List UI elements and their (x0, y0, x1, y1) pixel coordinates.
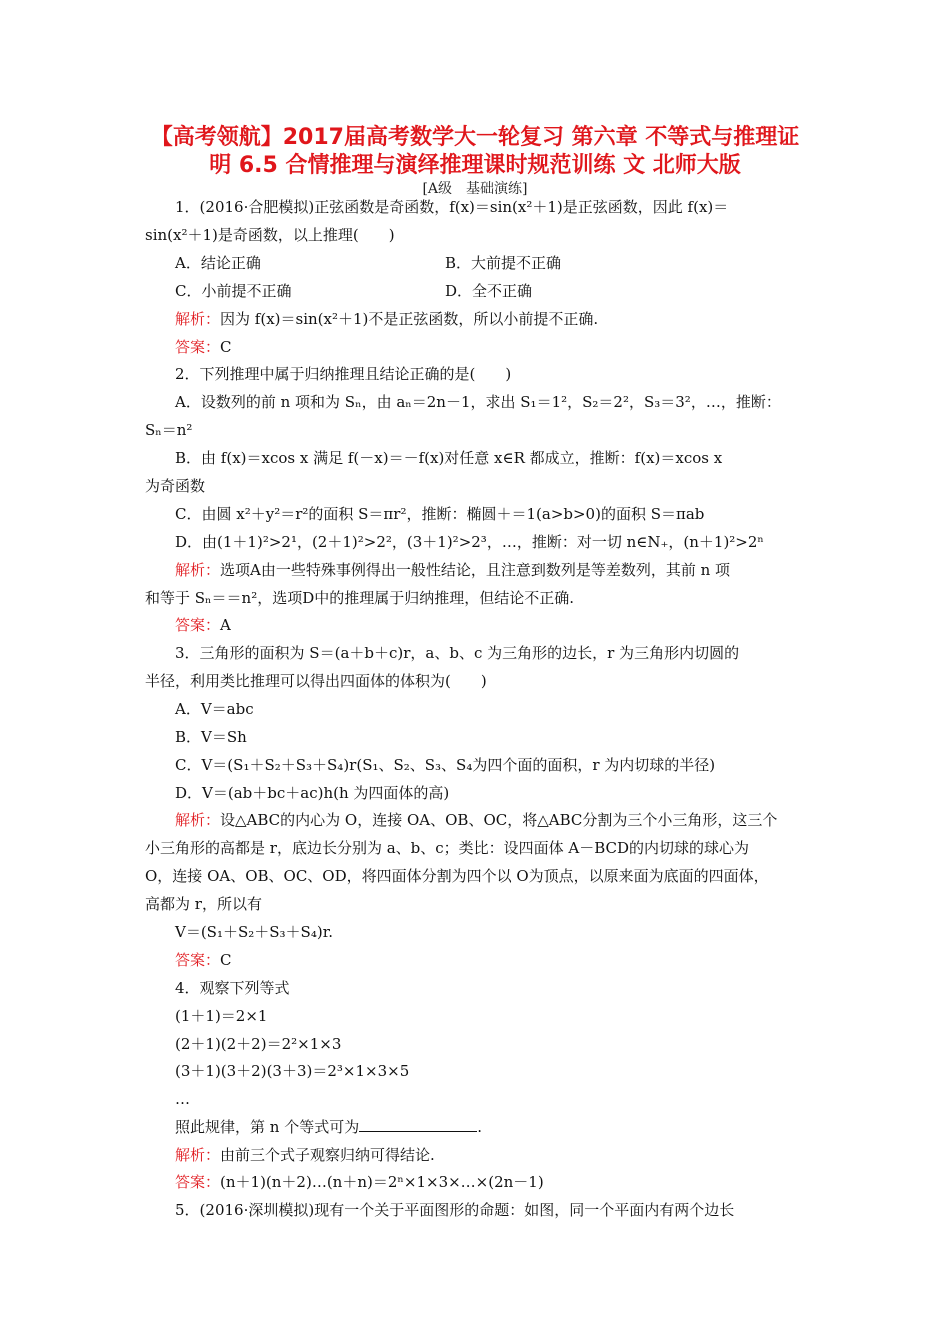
q4-equation-1: (1＋1)＝2×1 (175, 1007, 268, 1025)
q1-analysis (175, 309, 598, 329)
q2-option-d: D．由(1＋1)²>2¹，(2＋1)²>2²，(3＋1)²>2³，…，推断：对一切 n∈N₊，(n＋1)²>2ⁿ (175, 533, 764, 551)
q3-stem-line-1: 3．三角形的面积为 S＝(a＋b＋c)r，a、b、c 为三角形的边长，r 为三角形内切圆的 (175, 644, 740, 662)
q1-answer (175, 337, 232, 357)
q3-analysis-line-1 (175, 810, 777, 830)
q4-prompt-end: . (477, 1118, 482, 1136)
q2-option-a-line-1: A．设数列的前 n 项和为 Sₙ，由 aₙ＝2n－1，求出 S₁＝1²，S₂＝2²，S₃＝3²，…，推断： (175, 393, 781, 411)
q2-analysis-text-1: 选项A由一些特殊事例得出一般性结论，且注意到数列是等差数列，其前 n 项 (220, 561, 731, 579)
q1-option-c: C．小前提不正确 (175, 282, 292, 300)
analysis-label: 解析： (175, 310, 221, 328)
q1-option-a: A．结论正确 (175, 254, 261, 272)
q4-prompt-text: 照此规律，第 n 个等式可为 (175, 1118, 360, 1136)
q4-stem: 4．观察下列等式 (175, 979, 290, 997)
q1-analysis-text: 因为 f(x)＝sin(x²＋1)不是正弦函数，所以小前提不正确. (220, 310, 599, 328)
q2-analysis-line-1 (175, 560, 730, 580)
q2-option-b-line-2: 为奇函数 (145, 477, 206, 495)
q3-answer (175, 950, 232, 970)
q4-prompt (175, 1117, 482, 1137)
q3-stem-line-2: 半径，利用类比推理可以得出四面体的体积为( ) (145, 672, 487, 690)
section-subtitle: [A级 基础演练] (422, 181, 528, 197)
answer-label: 答案： (175, 616, 221, 634)
q3-analysis-line-5: V＝(S₁＋S₂＋S₃＋S₄)r. (175, 923, 333, 941)
q4-analysis-text: 由前三个式子观察归纳可得结论. (220, 1146, 435, 1164)
q3-option-b: B．V＝Sh (175, 728, 247, 746)
q1-answer-text: C (220, 338, 232, 356)
answer-blank[interactable] (359, 1117, 477, 1132)
q2-analysis-line-2: 和等于 Sₙ＝＝n²，选项D中的推理属于归纳推理，但结论不正确. (145, 589, 575, 607)
q3-option-c: C．V＝(S₁＋S₂＋S₃＋S₄)r(S₁、S₂、S₃、S₄为四个面的面积，r 为内切球的半径) (175, 756, 716, 774)
q3-analysis-line-2: 小三角形的高都是 r，底边长分别为 a、b、c；类比：设四面体 A－BCD的内切球的球心为 (145, 839, 750, 857)
q3-option-d: D．V＝(ab＋bc＋ac)h(h 为四面体的高) (175, 784, 450, 802)
q3-analysis-line-3: O，连接 OA、OB、OC、OD，将四面体分割为四个以 O为顶点，以原来面为底面的四面体， (145, 867, 769, 885)
document-title-line-1: 【高考领航】2017届高考数学大一轮复习 第六章 不等式与推理证 (150, 125, 800, 150)
answer-label: 答案： (175, 1173, 221, 1191)
answer-label: 答案： (175, 951, 221, 969)
q2-answer (175, 615, 231, 635)
q1-stem-line-1: 1．(2016·合肥模拟)正弦函数是奇函数，f(x)＝sin(x²＋1)是正弦函数，因此 f(x)＝ (175, 198, 729, 216)
q1-option-d: D．全不正确 (445, 282, 533, 300)
q4-equation-2: (2＋1)(2＋2)＝2²×1×3 (175, 1035, 342, 1053)
q4-answer-text: (n＋1)(n＋2)…(n＋n)＝2ⁿ×1×3×…×(2n－1) (220, 1173, 544, 1191)
q2-option-a-line-2: Sₙ＝n² (145, 421, 193, 439)
q5-stem-line-1: 5．(2016·深圳模拟)现有一个关于平面图形的命题：如图，同一个平面内有两个边长 (175, 1201, 735, 1219)
q3-answer-text: C (220, 951, 232, 969)
q2-answer-text: A (220, 616, 231, 634)
q3-analysis-line-4: 高都为 r，所以有 (145, 895, 262, 913)
q4-ellipsis: … (175, 1090, 190, 1108)
q3-analysis-text-1: 设△ABC的内心为 O，连接 OA、OB、OC，将△ABC分割为三个小三角形，这三个 (220, 811, 778, 829)
q1-option-b: B．大前提不正确 (445, 254, 562, 272)
analysis-label: 解析： (175, 811, 221, 829)
answer-label: 答案： (175, 338, 221, 356)
q2-option-c: C．由圆 x²＋y²＝r²的面积 S＝πr²，推断：椭圆＋＝1(a>b>0)的面积 S＝πab (175, 505, 705, 523)
q4-analysis (175, 1145, 435, 1165)
q2-stem: 2．下列推理中属于归纳推理且结论正确的是( ) (175, 365, 512, 383)
analysis-label: 解析： (175, 561, 221, 579)
document-title-line-2: 明 6.5 合情推理与演绎推理课时规范训练 文 北师大版 (209, 153, 741, 178)
q2-option-b-line-1: B．由 f(x)＝xcos x 满足 f(－x)＝－f(x)对任意 x∈R 都成立，推断：f(x)＝xcos x (175, 449, 723, 467)
analysis-label: 解析： (175, 1146, 221, 1164)
q3-option-a: A．V＝abc (175, 700, 254, 718)
q4-answer (175, 1172, 544, 1192)
q4-equation-3: (3＋1)(3＋2)(3＋3)＝2³×1×3×5 (175, 1062, 410, 1080)
q1-stem-line-2: sin(x²＋1)是奇函数，以上推理( ) (145, 226, 395, 244)
